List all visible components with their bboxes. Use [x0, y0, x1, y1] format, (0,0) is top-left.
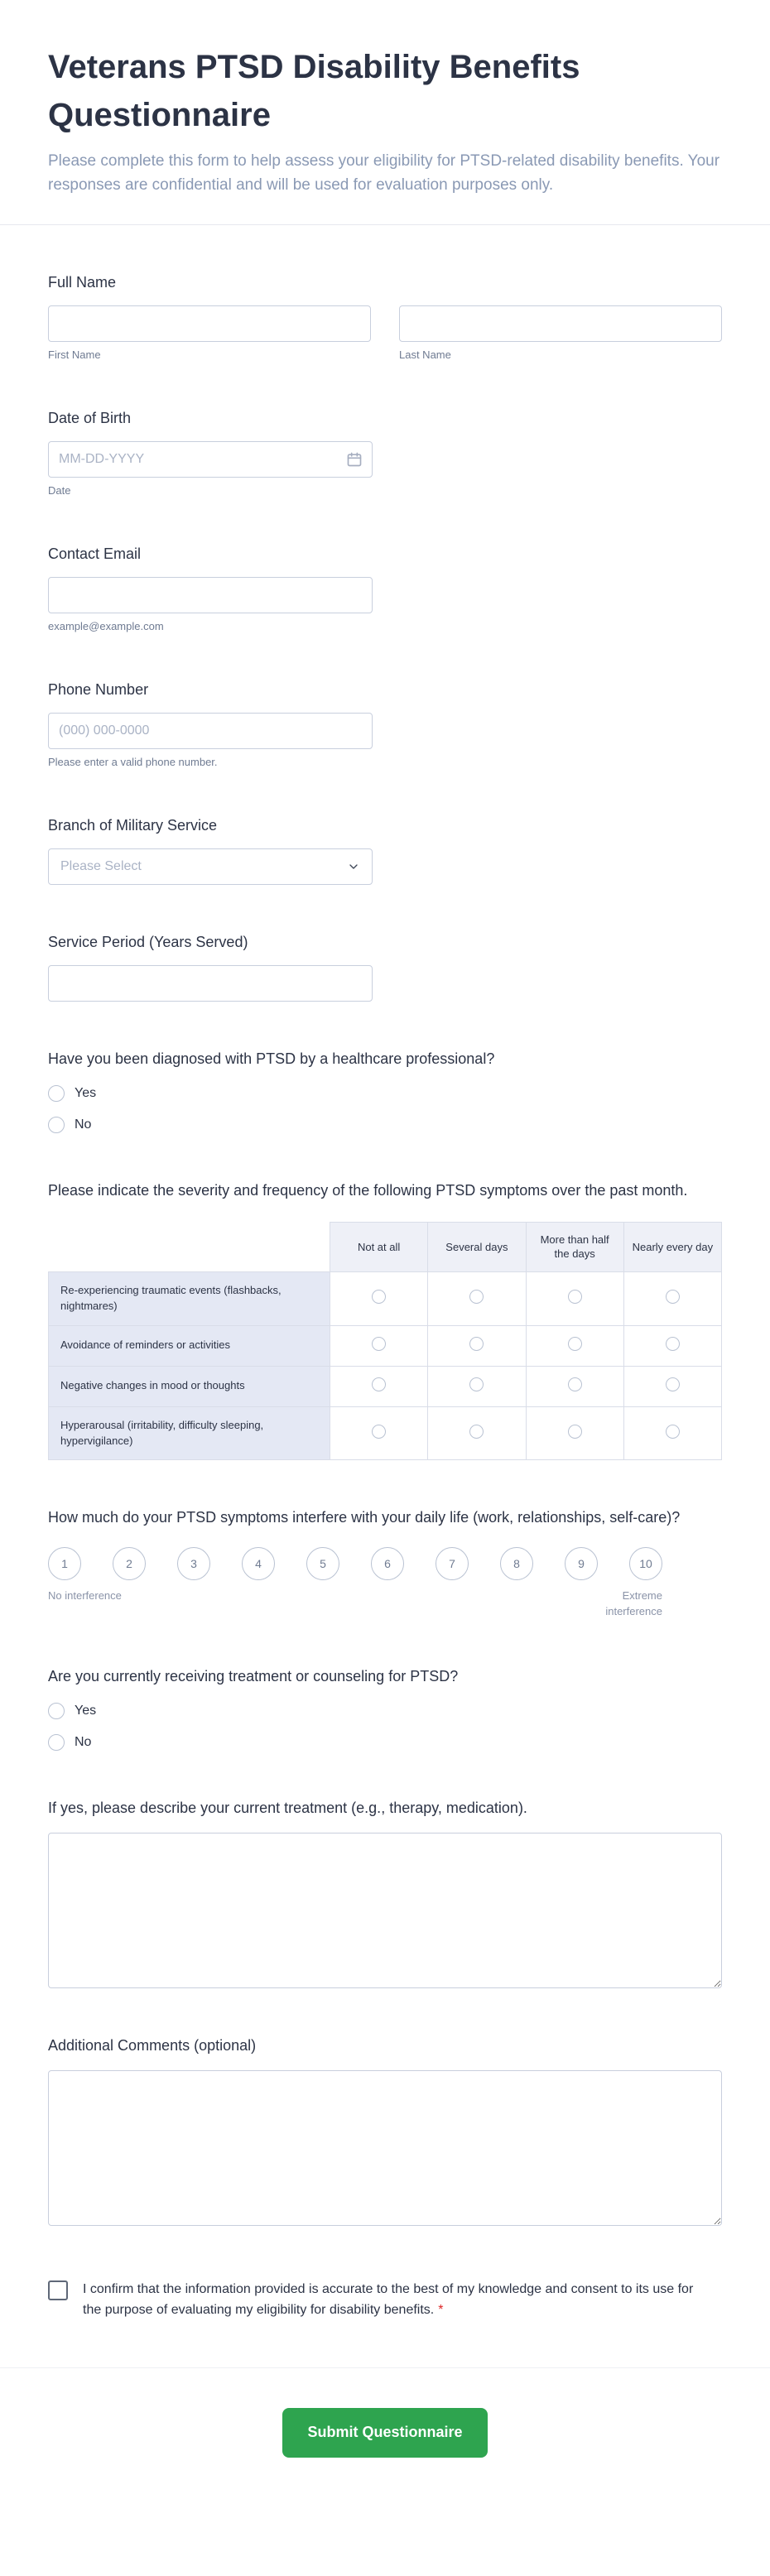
matrix-cell [526, 1271, 623, 1325]
radio-option-label: No [75, 1734, 92, 1749]
form-title: Veterans PTSD Disability Benefits Questionnaire [48, 49, 580, 133]
matrix-cell [623, 1271, 721, 1325]
service-period-input[interactable] [48, 965, 373, 1002]
matrix-cell [330, 1271, 428, 1325]
matrix-radio[interactable] [372, 1377, 386, 1391]
matrix-cell [330, 1325, 428, 1366]
treatment-option-yes[interactable] [48, 1703, 96, 1719]
field-label: Have you been diagnosed with PTSD by a healthcare professional? [48, 1050, 495, 1067]
matrix-col-header: Several days [428, 1222, 526, 1271]
field-label: How much do your PTSD symptoms interfere with your daily life (work, relationships, self-care)? [48, 1509, 681, 1526]
matrix-row-label: Re-experiencing traumatic events (flashbacks, nightmares) [49, 1271, 330, 1325]
radio-icon [48, 1703, 65, 1719]
field-phone [48, 679, 722, 768]
scale-option-10[interactable]: 10 [629, 1547, 662, 1580]
email-input[interactable] [48, 577, 373, 613]
scale-option-7[interactable]: 7 [436, 1547, 469, 1580]
field-email [48, 543, 722, 632]
matrix-cell [428, 1271, 526, 1325]
last-name-group [399, 305, 722, 361]
matrix-col-header: Nearly every day [623, 1222, 721, 1271]
field-label: Branch of Military Service [48, 816, 218, 834]
first-name-input[interactable] [48, 305, 371, 342]
matrix-radio[interactable] [372, 1337, 386, 1351]
matrix-cell [526, 1366, 623, 1406]
matrix-row [49, 1406, 722, 1460]
date-input-wrap [48, 441, 373, 478]
calendar-icon[interactable] [346, 451, 363, 468]
consent-label [83, 2279, 699, 2321]
matrix-radio[interactable] [568, 1425, 582, 1439]
matrix-cell [330, 1406, 428, 1460]
field-consent[interactable] [48, 2279, 722, 2321]
field-label: Date of Birth [48, 409, 132, 426]
matrix-row-label: Avoidance of reminders or activities [49, 1325, 330, 1366]
field-diagnosed [48, 1048, 722, 1133]
branch-select-value: Please Select [60, 858, 142, 873]
scale-option-9[interactable]: 9 [565, 1547, 598, 1580]
field-service-period [48, 931, 722, 1002]
field-full-name [48, 272, 722, 361]
matrix-radio[interactable] [666, 1337, 680, 1351]
field-label: Contact Email [48, 545, 142, 562]
field-additional-comments [48, 2035, 722, 2226]
branch-select[interactable] [48, 848, 373, 885]
matrix-radio[interactable] [469, 1337, 484, 1351]
date-sublabel: Date [48, 483, 71, 497]
radio-icon [48, 1734, 65, 1751]
date-input[interactable] [48, 441, 373, 478]
matrix-radio[interactable] [568, 1290, 582, 1304]
field-branch [48, 815, 722, 885]
matrix-corner-cell [49, 1222, 330, 1271]
phone-input[interactable] [48, 713, 373, 749]
scale-option-4[interactable]: 4 [242, 1547, 275, 1580]
header-divider [0, 224, 770, 225]
phone-sublabel: Please enter a valid phone number. [48, 755, 218, 768]
matrix-radio[interactable] [372, 1425, 386, 1439]
matrix-row-label: Negative changes in mood or thoughts [49, 1366, 330, 1406]
scale-option-1[interactable]: 1 [48, 1547, 81, 1580]
first-name-sublabel: First Name [48, 348, 101, 361]
matrix-cell [623, 1406, 721, 1460]
form-subtitle: Please complete this form to help assess your eligibility for PTSD-related disability benefits. Your responses are confidential and will be used for evaluation purposes only. [48, 152, 720, 195]
matrix-cell [428, 1406, 526, 1460]
checkbox-icon[interactable] [48, 2280, 68, 2300]
chevron-down-icon [347, 860, 360, 873]
matrix-col-header: Not at all [330, 1222, 428, 1271]
interference-scale [48, 1547, 662, 1580]
scale-endpoint-labels [48, 1588, 662, 1618]
radio-icon [48, 1117, 65, 1133]
email-sublabel: example@example.com [48, 619, 164, 632]
radio-option-label: No [75, 1117, 92, 1132]
consent-label-text: I confirm that the information provided is accurate to the best of my knowledge and consent to its use for the purpose of evaluating my eligibility for disability benefits. [83, 2281, 694, 2318]
last-name-sublabel: Last Name [399, 348, 451, 361]
matrix-header-row [49, 1222, 722, 1271]
matrix-cell [623, 1325, 721, 1366]
field-symptom-matrix [48, 1180, 722, 1460]
diagnosed-option-yes[interactable] [48, 1085, 96, 1102]
field-label: Are you currently receiving treatment or counseling for PTSD? [48, 1667, 459, 1684]
treatment-description-textarea[interactable] [48, 1833, 722, 1988]
field-label: Service Period (Years Served) [48, 933, 248, 950]
last-name-input[interactable] [399, 305, 722, 342]
matrix-row [49, 1325, 722, 1366]
matrix-row [49, 1271, 722, 1325]
radio-option-label: Yes [75, 1703, 97, 1718]
matrix-radio[interactable] [469, 1290, 484, 1304]
submit-button[interactable]: Submit Questionnaire [282, 2408, 487, 2458]
diagnosed-option-no[interactable] [48, 1117, 91, 1133]
scale-option-3[interactable]: 3 [177, 1547, 210, 1580]
additional-comments-textarea[interactable] [48, 2070, 722, 2226]
submit-section [0, 2367, 770, 2492]
radio-icon [48, 1085, 65, 1102]
matrix-cell [428, 1366, 526, 1406]
field-label: Additional Comments (optional) [48, 2036, 257, 2054]
matrix-row [49, 1366, 722, 1406]
radio-option-label: Yes [75, 1085, 97, 1100]
scale-option-5[interactable]: 5 [306, 1547, 339, 1580]
field-interference-scale [48, 1507, 722, 1618]
required-asterisk: * [438, 2303, 444, 2318]
field-treatment [48, 1665, 722, 1751]
matrix-radio[interactable] [568, 1377, 582, 1391]
field-label: If yes, please describe your current treatment (e.g., therapy, medication). [48, 1799, 527, 1816]
form-header [0, 0, 770, 224]
matrix-radio[interactable] [469, 1377, 484, 1391]
scale-option-6[interactable]: 6 [371, 1547, 404, 1580]
matrix-col-header: More than half the days [526, 1222, 623, 1271]
field-label: Full Name [48, 273, 117, 291]
matrix-radio[interactable] [666, 1425, 680, 1439]
matrix-cell [623, 1366, 721, 1406]
field-label: Please indicate the severity and frequency of the following PTSD symptoms over the past month. [48, 1181, 688, 1199]
form-content [0, 272, 770, 2321]
field-date-of-birth [48, 407, 722, 497]
matrix-radio[interactable] [469, 1425, 484, 1439]
scale-option-8[interactable]: 8 [500, 1547, 533, 1580]
matrix-radio[interactable] [568, 1337, 582, 1351]
matrix-cell [330, 1366, 428, 1406]
matrix-cell [526, 1406, 623, 1460]
matrix-row-label: Hyperarousal (irritability, difficulty sleeping, hypervigilance) [49, 1406, 330, 1460]
matrix-radio[interactable] [666, 1290, 680, 1304]
field-treatment-description [48, 1797, 722, 1988]
scale-min-label: No interference [48, 1589, 122, 1603]
matrix-cell [428, 1325, 526, 1366]
matrix-radio[interactable] [372, 1290, 386, 1304]
name-inputs-row [48, 305, 722, 361]
first-name-group [48, 305, 371, 361]
scale-max-label: Extreme interference [605, 1589, 662, 1617]
field-label: Phone Number [48, 680, 149, 698]
treatment-option-no[interactable] [48, 1734, 91, 1751]
matrix-radio[interactable] [666, 1377, 680, 1391]
scale-option-2[interactable]: 2 [113, 1547, 146, 1580]
symptom-matrix-table [48, 1222, 722, 1460]
matrix-cell [526, 1325, 623, 1366]
